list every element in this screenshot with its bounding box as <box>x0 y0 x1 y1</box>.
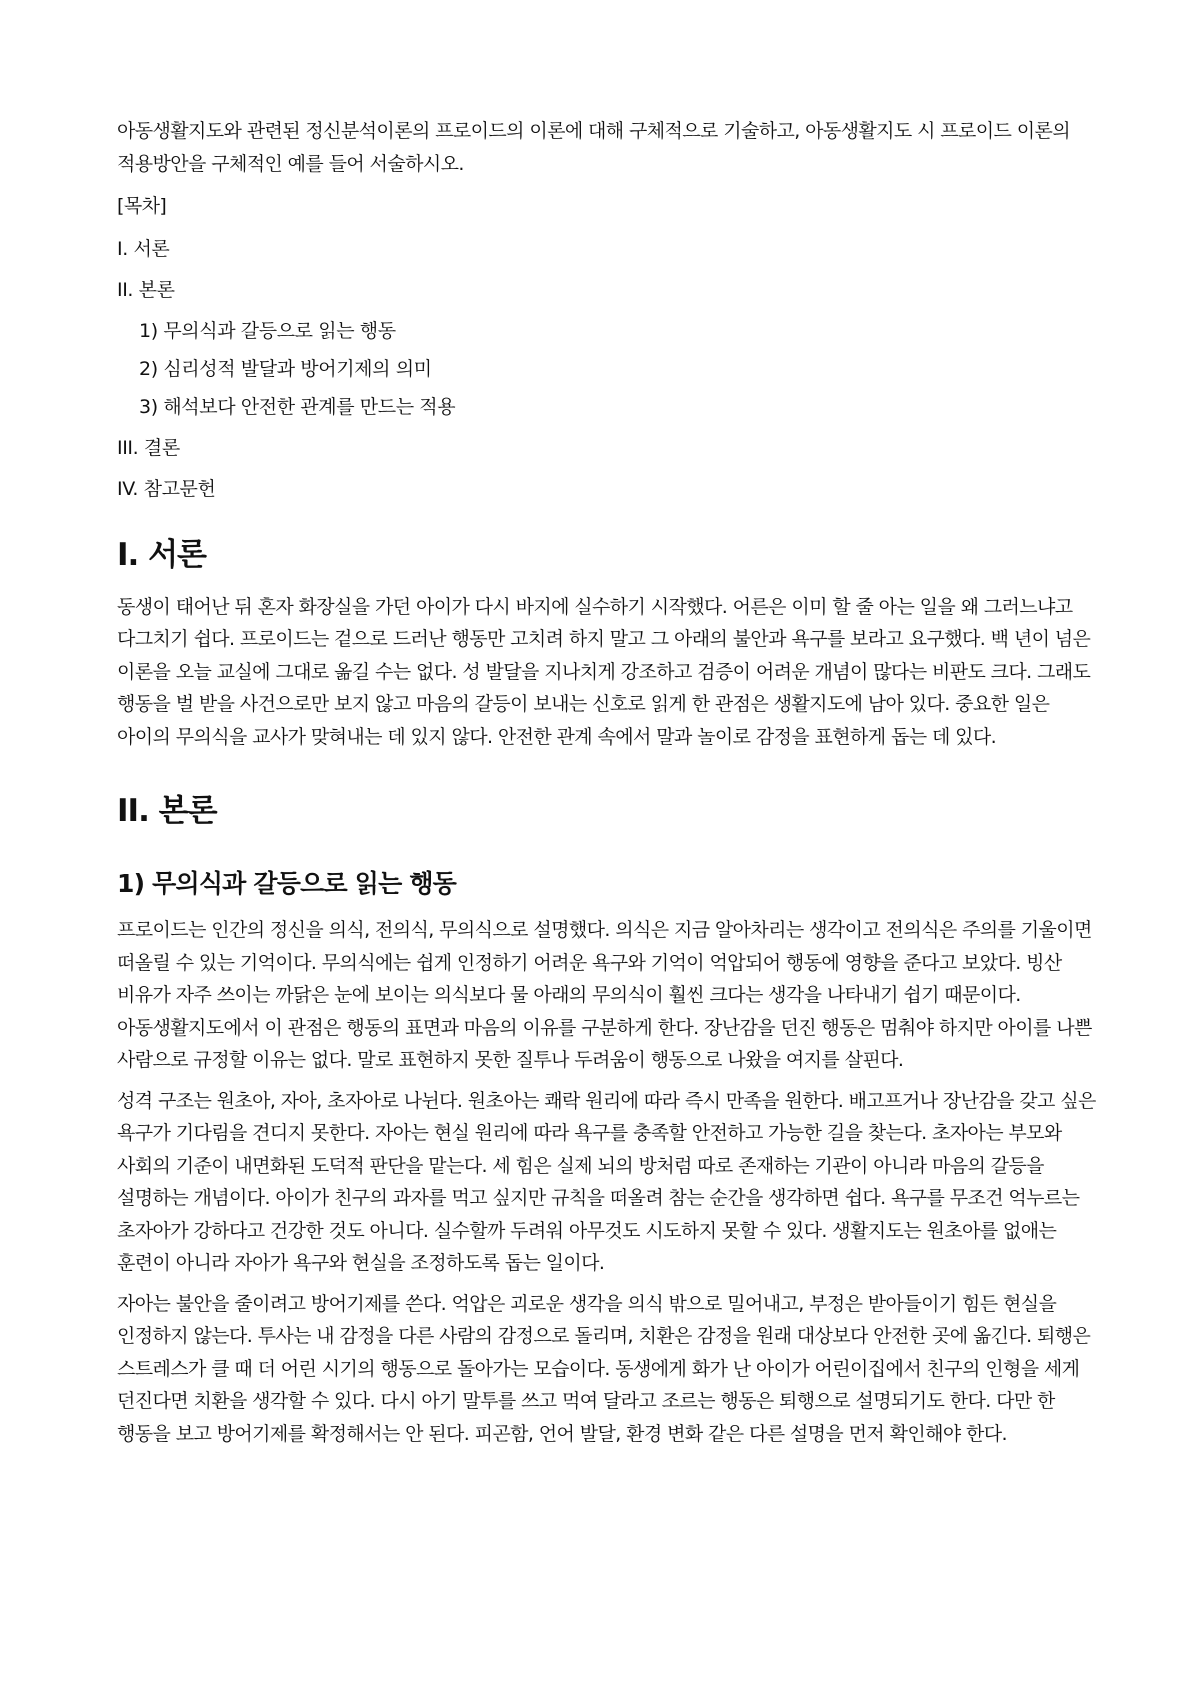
subsection-1-heading: 1) 무의식과 갈등으로 읽는 행동 <box>117 869 457 898</box>
toc-item-intro: I. 서론 <box>117 237 170 260</box>
intro-heading: I. 서론 <box>117 536 206 573</box>
body-paragraph: 성격 구조는 원초아, 자아, 초자아로 나뉜다. 원초아는 쾌락 원리에 따라 즉시 만족을 원한다. 배고프거나 장난감을 갖고 싶은 욕구가 기다림을 견디지 못한다. 자아는 현실 원리에 따라 욕구를 충족할 안전하고 가능한 길을 찾는다. 초자아는 부모와 사회의 기준이 내면화된 도덕적 판단을 맡는다. 세 힘은 실제 뇌의 방처럼 따로 존재하는 기관이 아니라 마음의 갈등을 설명하는 개념이다. 아이가 친구의 과자를 먹고 싶지만 규칙을 떠올려 참는 순간을 생각하면 쉽다. 욕구를 무조건 억누르는 초자아가 강하다고 건강한 것도 아니다. 실수할까 두려워 아무것도 시도하지 못할 수 있다. 생활지도는 원초아를 없애는 훈련이 아니라 자아가 욕구와 현실을 조정하도록 돕는 일이다. <box>117 1089 1096 1274</box>
toc-item-conclusion: III. 결론 <box>117 436 180 459</box>
body-paragraph: 자아는 불안을 줄이려고 방어기제를 쓴다. 억압은 괴로운 생각을 의식 밖으로 밀어내고, 부정은 받아들이기 힘든 현실을 인정하지 않는다. 투사는 내 감정을 다른 사람의 감정으로 돌리며, 치환은 감정을 원래 대상보다 안전한 곳에 옮긴다. 퇴행은 스트레스가 클 때 더 어린 시기의 행동으로 돌아가는 모습이다. 동생에게 화가 난 아이가 어린이집에서 친구의 인형을 세게 던진다면 치환을 생각할 수 있다. 다시 아기 말투를 쓰고 먹여 달라고 조르는 행동은 퇴행으로 설명되기도 한다. 다만 한 행동을 보고 방어기제를 확정해서는 안 된다. 피곤함, 언어 발달, 환경 변화 같은 다른 설명을 먼저 확인해야 한다. <box>117 1292 1091 1445</box>
toc-title: [목차] <box>117 195 167 217</box>
toc-item-body-1: 1) 무의식과 갈등으로 읽는 행동 <box>139 319 396 342</box>
body-paragraph: 프로이드는 인간의 정신을 의식, 전의식, 무의식으로 설명했다. 의식은 지금 알아차리는 생각이고 전의식은 주의를 기울이면 떠올릴 수 있는 기억이다. 무의식에는 쉽게 인정하기 어려운 욕구와 기억이 억압되어 행동에 영향을 준다고 보았다. 빙산 비유가 자주 쓰이는 까닭은 눈에 보이는 의식보다 물 아래의 무의식이 훨씬 크다는 생각을 나타내기 쉽기 때문이다. 아동생활지도에서 이 관점은 행동의 표면과 마음의 이유를 구분하게 한다. 장난감을 던진 행동은 멈춰야 하지만 아이를 나쁜 사람으로 규정할 이유는 없다. 말로 표현하지 못한 질투나 두려움이 행동으로 나왔을 여지를 살핀다. <box>117 919 1092 1071</box>
assignment-prompt: 아동생활지도와 관련된 정신분석이론의 프로이드의 이론에 대해 구체적으로 기술하고, 아동생활지도 시 프로이드 이론의 적용방안을 구체적인 예를 들어 서술하시오. <box>117 120 1070 175</box>
body-heading: II. 본론 <box>117 793 217 829</box>
toc-item-body: II. 본론 <box>117 278 175 301</box>
intro-paragraph: 동생이 태어난 뒤 혼자 화장실을 가던 아이가 다시 바지에 실수하기 시작했다. 어른은 이미 할 줄 아는 일을 왜 그러느냐고 다그치기 쉽다. 프로이드는 겉으로 드러난 행동만 고치려 하지 말고 그 아래의 불안과 욕구를 보라고 요구했다. 백 년이 넘은 이론을 오늘 교실에 그대로 옮길 수는 없다. 성 발달을 지나치게 강조하고 검증이 어려운 개념이 많다는 비판도 크다. 그래도 행동을 벌 받을 사건으로만 보지 않고 마음의 갈등이 보내는 신호로 읽게 한 관점은 생활지도에 남아 있다. 중요한 일은 아이의 무의식을 교사가 맞혀내는 데 있지 않다. 안전한 관계 속에서 말과 놀이로 감정을 표현하게 돕는 데 있다. <box>117 595 1091 748</box>
table-of-contents <box>117 233 1097 505</box>
toc-item-body-2: 2) 심리성적 발달과 방어기제의 의미 <box>139 357 432 380</box>
toc-item-references: IV. 참고문헌 <box>117 477 216 500</box>
intro-section <box>117 591 1097 754</box>
toc-item-body-3: 3) 해석보다 안전한 관계를 만드는 적용 <box>139 395 456 418</box>
document-page <box>117 115 1097 1458</box>
